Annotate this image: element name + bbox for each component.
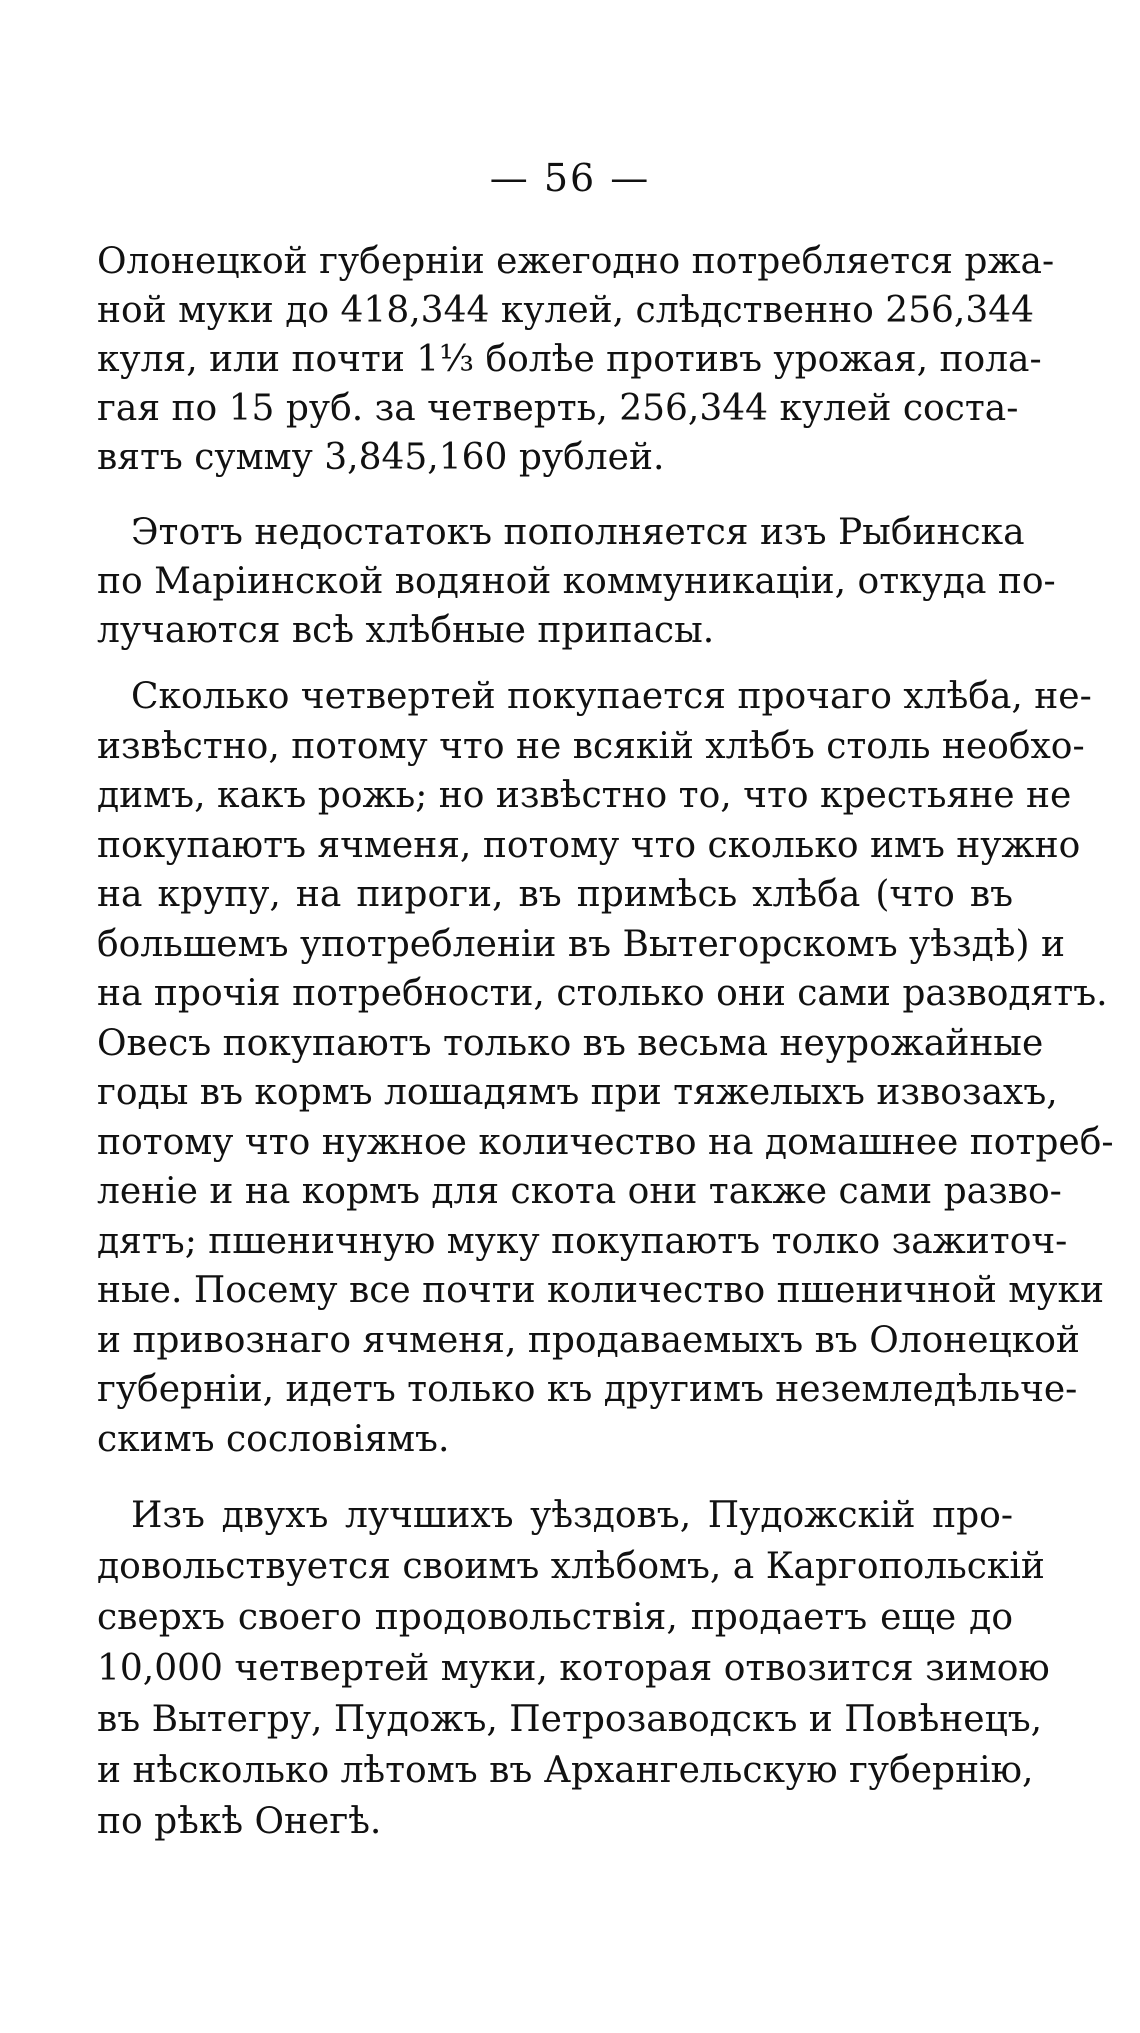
text-line: по рѣкѣ Онегѣ. [97,1801,382,1842]
text-line: лучаются всѣ хлѣбные припасы. [97,610,715,651]
text-line: покупаютъ ячменя, потому что сколько имъ нужно [97,824,1081,866]
text-line: 10,000 четвертей муки, которая отвозится зимою [97,1648,1050,1689]
text-line: и привознаго ячменя, продаваемыхъ въ Олонецкой [97,1319,1080,1361]
text-line: на крупу, на пироги, въ примѣсь хлѣба (что въ [97,874,1013,915]
text-line: гая по 15 руб. за четверть, 256,344 кулей соста- [97,388,1019,429]
text-line: потому что нужное количество на домашнее потреб- [97,1121,1114,1163]
text-line: по Маріинской водяной коммуникаціи, откуда по- [97,561,1056,602]
text-line: сверхъ своего продовольствія, продаетъ еще до [97,1597,1013,1638]
text-line: губерніи, идетъ только къ другимъ неземледѣльче- [97,1369,1078,1410]
text-line: леніе и на кормъ для скота они также сами разво- [97,1171,1062,1212]
text-line: ные. Посему все почти количество пшеничной муки [97,1270,1104,1311]
text-line: извѣстно, потому что не всякій хлѣбъ столь необхо- [97,725,1085,767]
text-line: на прочія потребности, столько они сами разводятъ. [97,973,1108,1014]
text-line: Этотъ недостатокъ пополняется изъ Рыбинска [131,512,1025,553]
text-line: куля, или почти 1⅓ болѣе противъ урожая, пола- [97,339,1042,380]
text-line: димъ, какъ рожь; но извѣстно то, что крестьяне не [97,775,1072,816]
text-line: Овесъ покупаютъ только въ весьма неурожайные [97,1022,1044,1064]
text-line: Изъ двухъ лучшихъ уѣздовъ, Пудожскій про- [131,1495,1013,1536]
text-line: годы въ кормъ лошадямъ при тяжелыхъ извозахъ, [97,1072,1058,1113]
paragraph-1 [97,237,1055,482]
text-line: довольствуется своимъ хлѣбомъ, а Каргопольскій [97,1546,1045,1587]
paragraph-3 [97,672,1114,1464]
text-line: дятъ; пшеничную муку покупаютъ толко зажиточ- [97,1220,1068,1262]
page-number: — 56 — [489,156,651,200]
text-line: Олонецкой губерніи ежегодно потребляется ржа- [97,241,1055,282]
text-line: Сколько четвертей покупается прочаго хлѣба, не- [131,676,1092,717]
text-line: и нѣсколько лѣтомъ въ Архангельскую губернію, [97,1750,1034,1791]
text-line: большемъ употребленіи въ Вытегорскомъ уѣздѣ) и [97,923,1065,965]
paragraph-4 [97,1490,1050,1847]
paragraph-2 [97,508,1056,655]
text-line: скимъ сословіямъ. [97,1418,450,1460]
text-line: въ Вытегру, Пудожъ, Петрозаводскъ и Повѣнецъ, [97,1699,1043,1740]
text-line: ной муки до 418,344 кулей, слѣдственно 256,344 [97,290,1035,331]
text-line: вятъ сумму 3,845,160 рублей. [97,437,665,478]
